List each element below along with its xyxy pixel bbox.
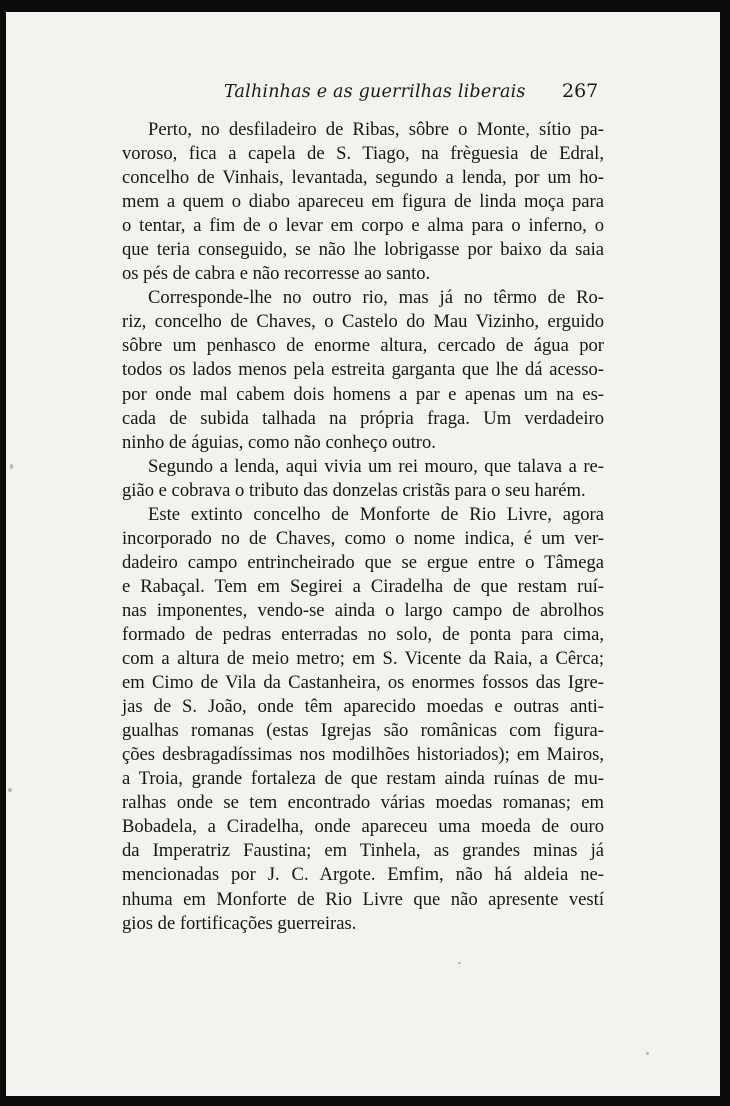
book-page (6, 12, 720, 1096)
text-line: gios de fortificações guerreiras. (122, 912, 357, 934)
text-line: cada de subida talhada na própria fraga. Um verdadeiro (122, 407, 604, 429)
text-line: sôbre um penhasco de enorme altura, cercado de água por (122, 335, 604, 357)
text-line: mem a quem o diabo apareceu em figura de linda moça para (122, 191, 604, 213)
text-line: que teria conseguido, se não lhe lobrigasse por baixo da saia (122, 239, 604, 261)
text-line: por onde mal cabem dois homens a par e apenas um na es- (122, 383, 604, 405)
text-line: incorporado no de Chaves, como o nome indica, é um ver- (122, 527, 604, 549)
text-line: dadeiro campo entrincheirado que se ergue entre o Tâmega (122, 551, 604, 573)
text-line: todos os lados menos pela estreita garganta que lhe dá acesso- (122, 359, 604, 381)
text-line: riz, concelho de Chaves, o Castelo do Mau Vizinho, erguido (122, 311, 604, 333)
text-line: formado de pedras enterradas no solo, de ponta para cima, (122, 623, 604, 645)
text-line: gualhas romanas (estas Igrejas são românicas com figura- (122, 720, 604, 742)
text-line: jas de S. João, onde têm aparecido moedas e outras anti- (122, 696, 604, 718)
text-line: voroso, fica a capela de S. Tiago, na frèguesia de Edral, (122, 143, 604, 165)
running-head (6, 76, 720, 106)
text-line: a Troia, grande fortaleza de que restam ainda ruínas de mu- (122, 768, 604, 790)
text-line: nas imponentes, vendo-se ainda o largo campo de abrolhos (122, 599, 604, 621)
text-line: da Imperatriz Faustina; em Tinhela, as grandes minas já (122, 840, 604, 862)
text-line: Segundo a lenda, aqui vivia um rei mouro, que talava a re- (148, 455, 604, 477)
text-line: com a altura de meio metro; em S. Vicente da Raia, a Cêrca; (122, 648, 604, 670)
text-line: o tentar, a fim de o levar em corpo e alma para o inferno, o (122, 215, 604, 237)
paper-speck (8, 788, 12, 792)
text-line: Este extinto concelho de Monforte de Rio Livre, agora (148, 503, 604, 525)
paragraph (122, 118, 604, 286)
text-line: concelho de Vinhais, levantada, segundo a lenda, por um ho- (122, 167, 604, 189)
text-line: os pés de cabra e não recorresse ao santo. (122, 263, 431, 285)
text-line: Corresponde-lhe no outro rio, mas já no têrmo de Ro- (148, 287, 604, 309)
text-line: mencionadas por J. C. Argote. Emfim, não há aldeia ne- (122, 864, 604, 886)
text-line: gião e cobrava o tributo das donzelas cristãs para o seu harém. (122, 479, 586, 501)
text-line: ralhas onde se tem encontrado várias moedas romanas; em (122, 792, 604, 814)
text-line: e Rabaçal. Tem em Segirei a Ciradelha de que restam ruí- (122, 575, 604, 597)
text-line: Bobadela, a Ciradelha, onde apareceu uma moeda de ouro (122, 816, 604, 838)
paper-speck (458, 962, 461, 964)
paper-speck (646, 1052, 649, 1055)
text-line: em Cimo de Vila da Castanheira, os enormes fossos das Igre- (122, 672, 604, 694)
paper-speck (10, 464, 13, 469)
text-line: nhuma em Monforte de Rio Livre que não apresente vestí (122, 888, 604, 910)
paragraph (122, 503, 604, 936)
body-text (122, 118, 604, 936)
text-line: ções desbragadíssimas nos modilhões historiados); em Mairos, (122, 744, 604, 766)
page-number: 267 (562, 80, 599, 102)
text-line: ninho de águias, como não conheço outro. (122, 431, 436, 453)
running-title: Talhinhas e as guerrilhas liberais (224, 82, 526, 102)
paragraph (122, 455, 604, 503)
text-line: Perto, no desfiladeiro de Ribas, sôbre o Monte, sítio pa- (148, 119, 604, 140)
paragraph (122, 286, 604, 454)
